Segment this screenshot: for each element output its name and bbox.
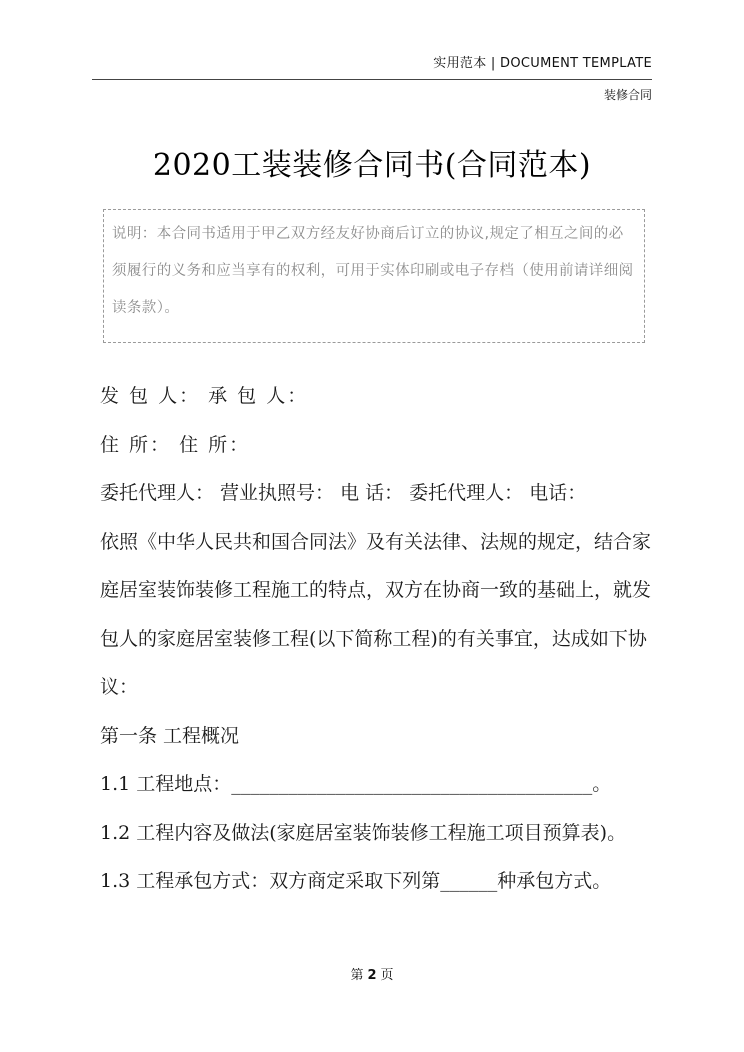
clause-1-2: 1.2 工程内容及做法(家庭居室装饰装修工程施工项目预算表)。 — [100, 821, 627, 844]
description-note-box — [103, 209, 645, 343]
page-prefix: 第 — [350, 968, 364, 983]
address-line: 住 所： 住 所： — [100, 433, 251, 456]
header-divider — [92, 79, 652, 80]
page-suffix: 页 — [380, 968, 394, 983]
preamble-paragraph: 依照《中华人民共和国合同法》及有关法律、法规的规定，结合家庭居室装饰装修工程施工的特点，双方在协商一致的基础上，就发包人的家庭居室装修工程(以下简称工程)的有关事宜，达成如下协议： — [100, 530, 652, 698]
description-note-text: 说明：本合同书适用于甲乙双方经友好协商后订立的协议,规定了相互之间的必须履行的义务和应当享有的权利，可用于实体印刷或电子存档（使用前请详细阅读条款）。 — [112, 226, 634, 316]
clause-1-3: 1.3 工程承包方式：双方商定采取下列第______种承包方式。 — [100, 870, 612, 892]
contract-body — [100, 372, 656, 906]
page-footer — [0, 964, 744, 983]
document-title: 2020工装装修合同书(合同范本) — [152, 148, 592, 183]
party-line: 发 包 人： 承 包 人： — [100, 385, 309, 407]
header-category-label: 装修合同 — [603, 88, 652, 102]
page-number: 2 — [367, 968, 377, 983]
header-top-label: 实用范本 | DOCUMENT TEMPLATE — [433, 56, 652, 71]
article-heading: 第一条 工程概况 — [100, 724, 240, 747]
clause-1-1: 1.1 工程地点：______________________________________。 — [100, 773, 612, 795]
agent-line: 委托代理人： 营业执照号： 电 话： 委托代理人： 电话： — [100, 482, 587, 504]
